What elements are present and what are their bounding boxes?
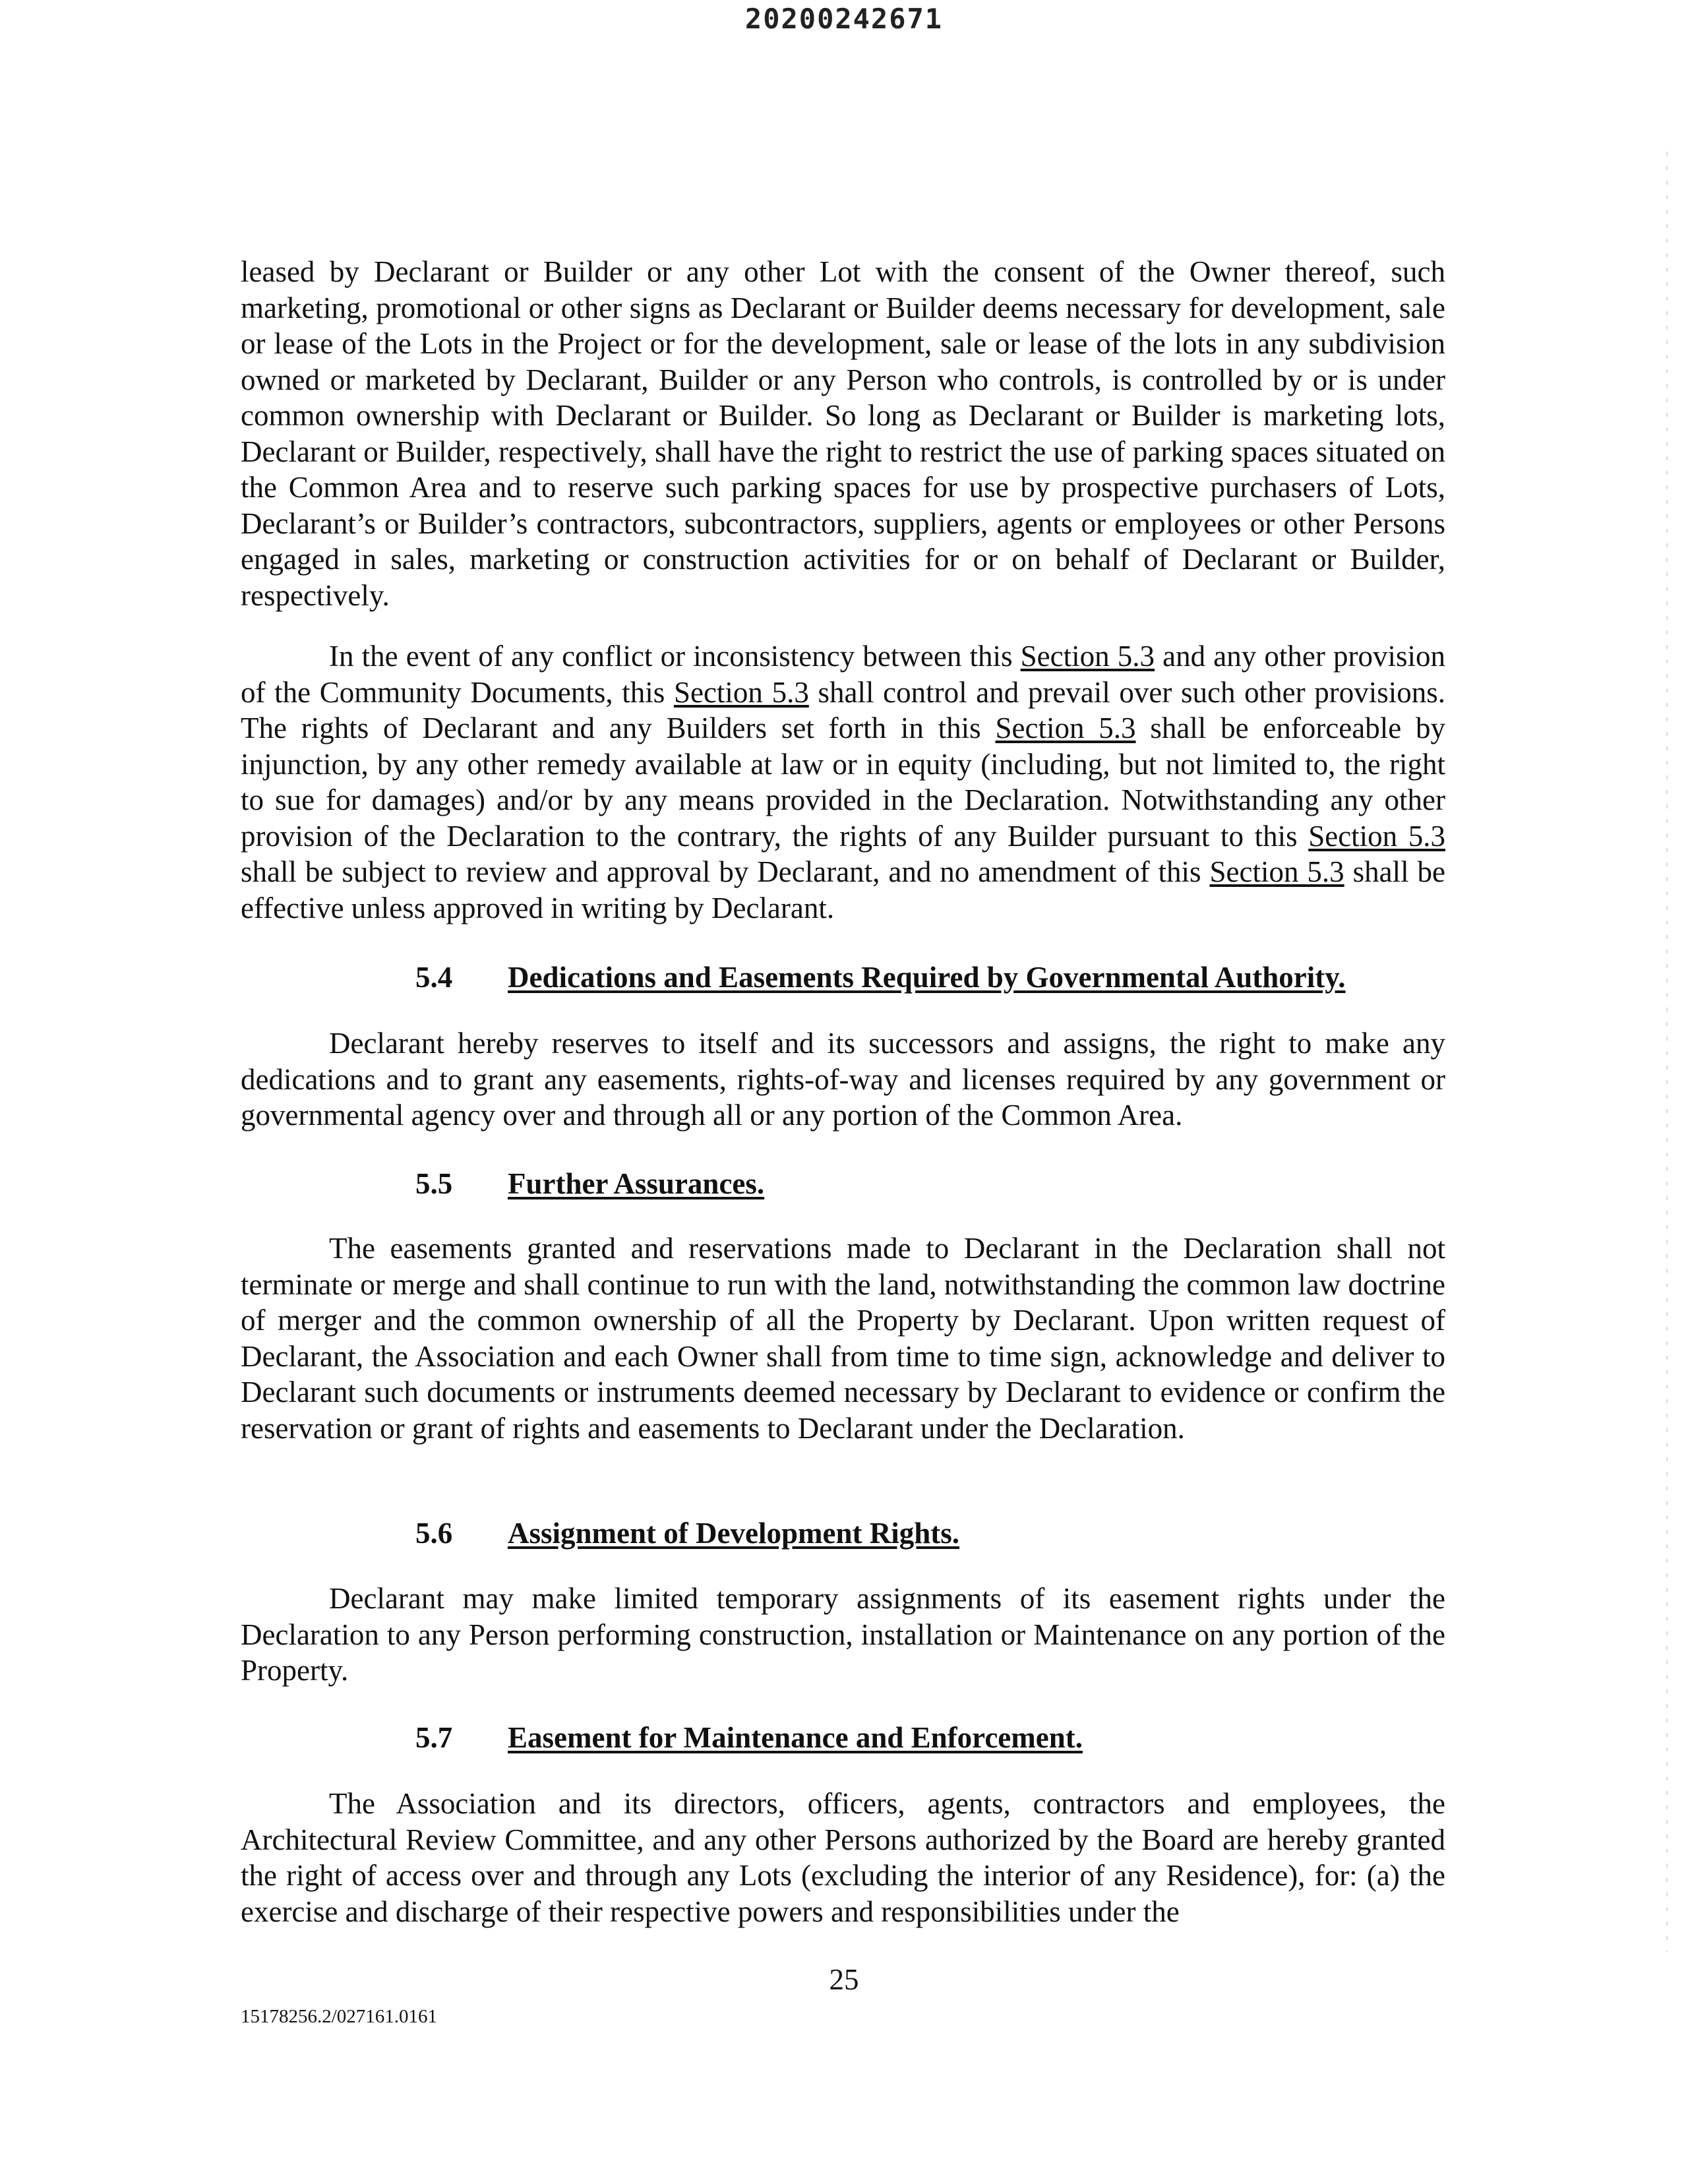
paragraph-text: Declarant may make limited temporary assignments of its easement rights under the Declaration to any Person performing construction, installation or Maintenance on any portion of the Property. [241,1582,1445,1687]
section-heading-5-4 [415,960,1345,994]
section-body-5-6 [241,1581,1445,1689]
text-span: shall be subject to review and approval by Declarant, and no amendment of this [241,855,1201,888]
recording-number: 20200242671 [744,3,944,35]
section-reference: Section 5.3 [1209,855,1344,888]
section-reference: Section 5.3 [1308,819,1446,853]
text-span: In the event of any conflict or inconsistency between this [329,640,1013,673]
section-heading-5-5 [415,1167,764,1201]
section-title: Further Assurances. [508,1167,765,1200]
section-number: 5.6 [415,1517,453,1550]
text-span: shall control and prevail over such other provisions. The rights of Declarant and any Builders set forth in this [241,675,1446,744]
text-span: shall be enforceable by injunction, by any other remedy available at law or in equity (including, but not limited to, the right to sue for damages) and/or by any means provided in the Declaration. Notwithstanding any other provision of the Declaration to the contrary, the rights of any Builder pursuant to this [241,712,1445,853]
text-span: and any other provision of the Community Documents, this [241,640,1446,709]
section-title: Dedications and Easements Required by Governmental Authority. [508,961,1346,994]
paragraph-text: The easements granted and reservations made to Declarant in the Declaration shall not terminate or merge and shall continue to run with the land, notwithstanding the common law doctrine of merger and the common ownership of all the Property by Declarant. Upon written request of Declarant, the Association and each Owner shall from time to time sign, acknowledge and deliver to Declarant such documents or instruments deemed necessary by Declarant to evidence or confirm the reservation or grant of rights and easements to Declarant under the Declaration. [241,1232,1445,1445]
paragraph-conflict [241,638,1445,926]
paragraph-text: Declarant hereby reserves to itself and its successors and assigns, the right to make any dedications and to grant any easements, rights-of-way and licenses required by any government or governmental agency over and through all or any portion of the Common Area. [241,1027,1445,1132]
section-body-5-5 [241,1230,1445,1446]
paragraph-text: leased by Declarant or Builder or any other Lot with the consent of the Owner thereof, such marketing, promotional or other signs as Declarant or Builder deems necessary for development, sale or lease of the Lots in the Project or for the development, sale or lease of the lots in any subdivision owned or marketed by Declarant, Builder or any Person who controls, is controlled by or is under common ownership with Declarant or Builder. So long as Declarant or Builder is marketing lots, Declarant or Builder, respectively, shall have the right to restrict the use of parking spaces situated on the Common Area and to reserve such parking spaces for use by prospective purchasers of Lots, Declarant’s or Builder’s contractors, subcontractors, suppliers, agents or employees or other Persons engaged in sales, marketing or construction activities for or on behalf of Declarant or Builder, respectively. [241,255,1445,612]
section-title: Easement for Maintenance and Enforcement. [508,1721,1083,1754]
paragraph-text [241,638,1445,926]
section-reference: Section 5.3 [995,712,1136,744]
paragraph-text: The Association and its directors, officers, agents, contractors and employees, the Architectural Review Committee, and any other Persons authorized by the Board are hereby granted the right of access over and through any Lots (excluding the interior of any Residence), for: (a) the exercise and discharge of their respective powers and responsibilities under the [241,1787,1445,1928]
section-heading-5-6 [415,1516,959,1550]
scan-edge-artifact [1666,152,1668,1952]
section-reference: Section 5.3 [673,675,809,709]
section-title: Assignment of Development Rights. [508,1517,959,1550]
section-body-5-7 [241,1786,1445,1929]
document-id: 15178256.2/027161.0161 [241,2006,438,2027]
section-number: 5.5 [415,1167,453,1200]
section-number: 5.4 [415,961,453,994]
text-span: shall be effective unless approved in writing by Declarant. [241,855,1446,925]
paragraph-continued [241,254,1445,613]
section-reference: Section 5.3 [1020,640,1155,673]
section-heading-5-7 [415,1720,1083,1755]
section-body-5-4 [241,1025,1445,1134]
page-number: 25 [829,1963,859,1996]
section-number: 5.7 [415,1721,453,1754]
